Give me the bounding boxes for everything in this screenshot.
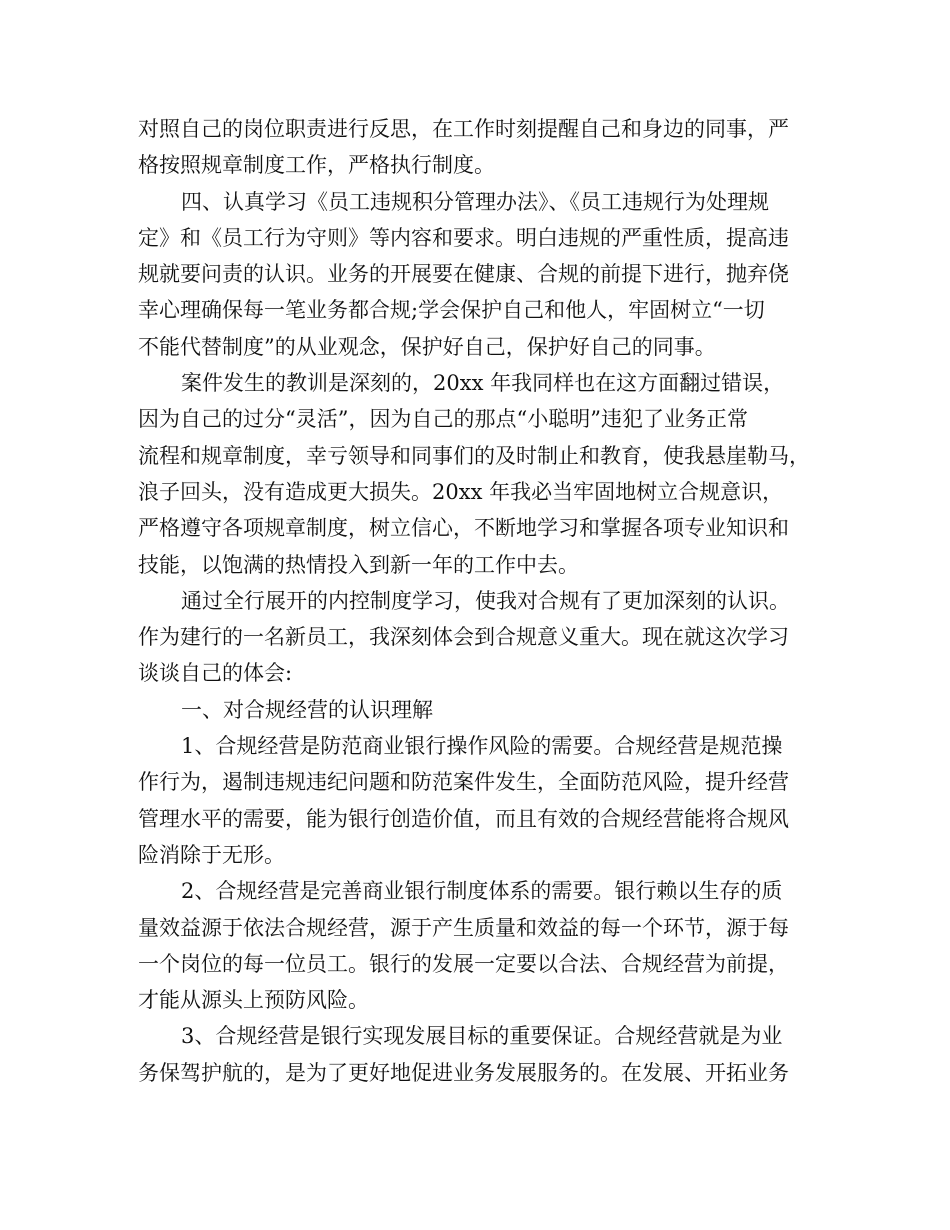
section-heading-line: 一、对合规经营的认识理解 — [181, 697, 433, 722]
paragraph-start-line: 1、合规经营是防范商业银行操作风险的需要。合规经营是规范操 — [181, 734, 783, 759]
paragraph-start-line: 案件发生的教训是深刻的，20xx 年我同样也在这方面翻过错误， — [181, 371, 785, 396]
text-line: 务保驾护航的，是为了更好地促进业务发展服务的。在发展、开拓业务 — [138, 1060, 789, 1085]
text-line: 规就要问责的认识。业务的开展要在健康、合规的前提下进行，抛弃侥 — [138, 262, 789, 287]
text-line: 才能从源头上预防风险。 — [138, 988, 369, 1013]
text-line: 不能代替制度”的从业观念，保护好自己，保护好自己的同事。 — [138, 334, 716, 359]
text-line: 格按照规章制度工作，严格执行制度。 — [138, 153, 495, 178]
paragraph-start-line: 2、合规经营是完善商业银行制度体系的需要。银行赖以生存的质 — [181, 879, 783, 904]
text-line: 管理水平的需要，能为银行创造价值，而且有效的合规经营能将合规风 — [138, 806, 789, 831]
text-line: 作行为，遏制违规违纪问题和防范案件发生，全面防范风险，提升经营 — [138, 770, 789, 795]
text-line: 一个岗位的每一位员工。银行的发展一定要以合法、合规经营为前提， — [138, 951, 789, 976]
text-line: 幸心理确保每一笔业务都合规;学会保护自己和他人，牢固树立“一切 — [138, 298, 765, 323]
paragraph-start-line: 四、认真学习《员工违规积分管理办法》、《员工违规行为处理规 — [181, 189, 769, 214]
text-line: 对照自己的岗位职责进行反思，在工作时刻提醒自己和身边的同事，严 — [138, 117, 789, 141]
paragraph-start-line: 3、合规经营是银行实现发展目标的重要保证。合规经营就是为业 — [181, 1024, 783, 1049]
text-line: 严格遵守各项规章制度，树立信心，不断地学习和掌握各项专业知识和 — [138, 516, 789, 541]
text-line: 量效益源于依法合规经营，源于产生质量和效益的每一个环节，源于每 — [138, 915, 789, 940]
text-line: 浪子回头，没有造成更大损失。20xx 年我必当牢固地树立合规意识， — [138, 479, 784, 504]
text-line: 定》和《员工行为守则》等内容和要求。明白违规的严重性质，提高违 — [138, 225, 789, 250]
text-line: 谈谈自己的体会: — [138, 661, 293, 686]
text-line: 作为建行的一名新员工，我深刻体会到合规意义重大。现在就这次学习 — [138, 625, 789, 650]
text-line: 险消除于无形。 — [138, 842, 285, 867]
text-line: 流程和规章制度，幸亏领导和同事们的及时制止和教育，使我悬崖勒马， — [138, 443, 810, 468]
text-line: 因为自己的过分“灵活”，因为自己的那点“小聪明”违犯了业务正常 — [138, 407, 748, 432]
text-line: 技能，以饱满的热情投入到新一年的工作中去。 — [138, 552, 579, 577]
document-body — [138, 111, 828, 1091]
paragraph-start-line: 通过全行展开的内控制度学习，使我对合规有了更加深刻的认识。 — [181, 588, 790, 613]
